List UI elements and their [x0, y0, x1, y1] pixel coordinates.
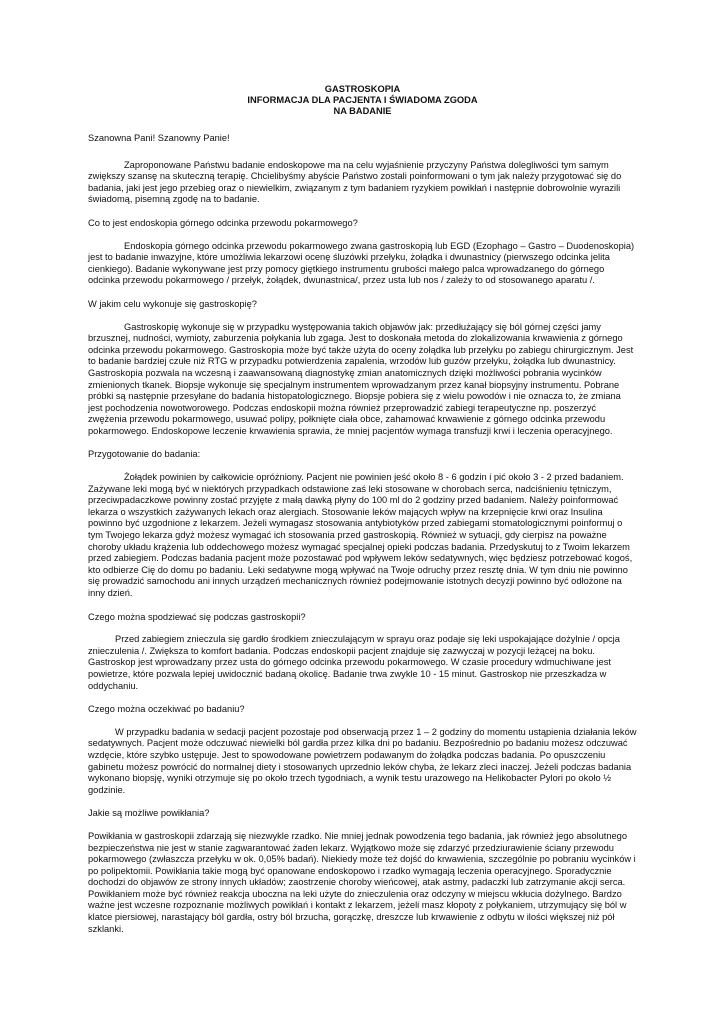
section-1-heading: Co to jest endoskopia górnego odcinka przewodu pokarmowego?	[88, 217, 358, 228]
section-4-heading: Czego można spodziewać się podczas gastroskopii?	[88, 611, 306, 622]
section-4-body: Przed zabiegiem znieczula się gardło środkiem znieczulającym w sprayu oraz podaje się leki uspokajające dożylnie / opcja znieczulenia /. Zwiększa to komfort badania. Podczas endoskopii pacjent znajduje się zazwyczaj w pozycji leżącej na boku. Gastroskop jest wprowadzany przez usta do górnego odcinka przewodu pokarmowego. W czasie procedury wdmuchiwane jest powietrze, które pozwala lepiej uwidocznić badaną okolicę. Badanie trwa zwykle 10 - 15 minut. Gastroskop nie przeszkadza w oddychaniu.	[88, 634, 620, 691]
section-5-body: W przypadku badania w sedacji pacjent pozostaje pod obserwacją przez 1 – 2 godziny do momentu ustąpienia działania leków sedatywnych. Pacjent może odczuwać niewielki ból gardła przez kilka dni po badaniu. Bezpośrednio po badaniu możesz odczuwać wzdęcie, które szybko ustępuje. Jest to spowodowane powietrzem podawanym do żołądka podczas badania. Po opuszczeniu gabinetu możesz powrócić do normalnej diety i stosowanych uprzednio leków chyba, że lekarz zleci inaczej. Jeżeli podczas badania wykonano biopsję, wyniki otrzymuje się po około trzech tygodniach, a wynik testu urazowego na Helikobacter Pylori po około ½ godzinie.	[88, 726, 637, 795]
section-5-heading: Czego można oczekiwać po badaniu?	[88, 704, 245, 715]
intro-paragraph: Zaproponowane Państwu badanie endoskopowe ma na celu wyjaśnienie przyczyny Państwa dolegliwości tym samym zwiększy szansę na skuteczną terapię. Chcielibyśmy abyście Państwo zostali poinformowani o tym jak należy przygotować się do badania, jaki jest jego przebieg oraz o niewielkim, związanym z tym badaniem ryzykiem powikłań i następnie dobrowolnie wyrazili świadomą, pisemną zgodę na to badanie.	[88, 159, 622, 205]
title-line-3: NA BADANIE	[333, 106, 392, 116]
section-2-body: Gastroskopię wykonuje się w przypadku występowania takich objawów jak: przedłużający się ból górnej części jamy brzusznej, nudności, wymioty, zaburzenia połykania lub zgaga. Jest to doskonała metoda do zlokalizowania krwawienia z górnego odcinka przewodu pokarmowego. Gastroskopia może być także użyta do oceny żołądka lub przełyku po zabiegu chirurgicznym. Jest to badanie bardziej czułe niż RTG w przypadku potwierdzenia zapalenia, wrzodów lub guzów przełyku, żołądka lub dwunastnicy. Gastroskopia pozwala na wczesną i zaawansowaną diagnostykę zmian anatomicznych dzięki możliwości pobrania wycinków zmienionych tkanek. Biopsje wykonuje się specjalnym instrumentem wprowadzanym przez kanał biopsyjny instrumentu. Pobrane próbki są następnie przesyłane do badania histopatologicznego. Biopsje pobiera się z wielu powodów i nie oznacza to, że zmiana jest pochodzenia nowotworowego. Podczas endoskopii można również przeprowadzić zabiegi terapeutyczne np. poszerzyć zwężenia przewodu pokarmowego, usuwać polipy, połknięte ciała obce, zahamować krwawienie z górnego odcinka przewodu pokarmowego. Endoskopowe leczenie krwawienia sprawia, że mniej pacjentów wymaga transfuzji krwi i leczenia operacyjnego.	[88, 321, 634, 436]
title-line-2: INFORMACJA DLA PACJENTA I ŚWIADOMA ZGODA	[247, 95, 478, 105]
salutation: Szanowna Pani! Szanowny Panie!	[88, 133, 230, 143]
section-3-body: Żołądek powinien by całkowicie opróżniony. Pacjent nie powinien jeść około 8 - 6 godzin i pić około 3 - 2 przed badaniem. Zażywane leki mogą być w niektórych przypadkach odstawione zaś leki stosowane w chorobach serca, nadciśnieniu tętniczym, przeciwpadaczkowe powinny zostać przyjęte z małą dawką płyny do 100 ml do 2 godziny przed badaniem. Należy poinformować lekarza o wszystkich zażywanych lekach oraz alergiach. Stosowanie leków mających wpływ na krzepnięcie krwi oraz Insulina powinno być uzgodnione z lekarzem. Jeżeli wymagasz stosowania antybiotyków przed zabiegami stomatologicznymi poinformuj o tym Twojego lekarza gdyż możesz wymagać ich stosowania przed gastroskopią. Również w sytuacji, gdy cierpisz na poważne choroby układu krążenia lub oddechowego możesz wymagać specjalnej opieki podczas badania. Przedyskutuj to z Twoim lekarzem przed zabiegiem. Podczas badania pacjent może pozostawać pod wpływem leków sedatywnych, więc będziesz potrzebować kogoś, kto odbierze Cię do domu po badaniu. Leki sedatywne mogą wpływać na Twoje odruchy przez resztę dnia. W tym dniu nie powinno się prowadzić samochodu ani innych urządzeń mechanicznych również podejmowanie istotnych decyzji powinno być odłożone na inny dzień.	[88, 472, 633, 598]
section-6-heading: Jakie są możliwe powikłania?	[88, 808, 210, 819]
section-1-body: Endoskopia górnego odcinka przewodu pokarmowego zwana gastroskopią lub EGD (Ezophago – Gastro – Duodenoskopia) jest to badanie inwazyjne, które umożliwia lekarzowi ocenę śluzówki przełyku, żołądka i dwunastnicy (pierwszego odcinka jelita cienkiego). Badanie wykonywane jest przy pomocy giętkiego instrumentu grubości małego palca wprowadzanego do górnego odcinka przewodu pokarmowego / przełyk, żołądek, dwunastnica/, przez usta lub nos / zależy to od stosowanego aparatu /.	[88, 240, 635, 286]
section-6-body: Powikłania w gastroskopii zdarzają się niezwykle rzadko. Nie mniej jednak powodzenia tego badania, jak również jego absolutnego bezpieczeństwa nie jest w stanie zagwarantować żaden lekarz. Wyjątkowo może się zdarzyć przedziurawienie ściany przewodu pokarmowego (zwłaszcza przełyku w ok. 0,05% badań). Niekiedy może też dojść do krwawienia, szczególnie po pobraniu wycinków i po polipektomii. Powikłania takie mogą być opanowane endoskopowo i rzadko wymagają leczenia operacyjnego. Sporadycznie dochodzi do objawów ze strony innych układów; zaostrzenie choroby wieńcowej, atak astmy, padaczki lub zatrzymanie akcji serca. Powikłaniem może być również reakcja uboczna na leki użyte do znieczulenia oraz odczyny w miejscu wkłucia dożylnego. Bardzo ważne jest wczesne rozpoznanie możliwych powikłań i kontakt z lekarzem, jeżeli masz kłopoty z połykaniem, utrzymujący się ból w klatce piersiowej, narastający ból gardła, ostry ból brzucha, gorączkę, dreszcze lub krwawienie z odbytu w ilości większej niż pół szklanki.	[88, 830, 636, 934]
title-line-1: GASTROSKOPIA	[324, 84, 401, 94]
section-3-heading: Przygotowanie do badania:	[88, 449, 201, 460]
section-2-heading: W jakim celu wykonuje się gastroskopię?	[88, 298, 257, 309]
document-title	[88, 84, 637, 117]
